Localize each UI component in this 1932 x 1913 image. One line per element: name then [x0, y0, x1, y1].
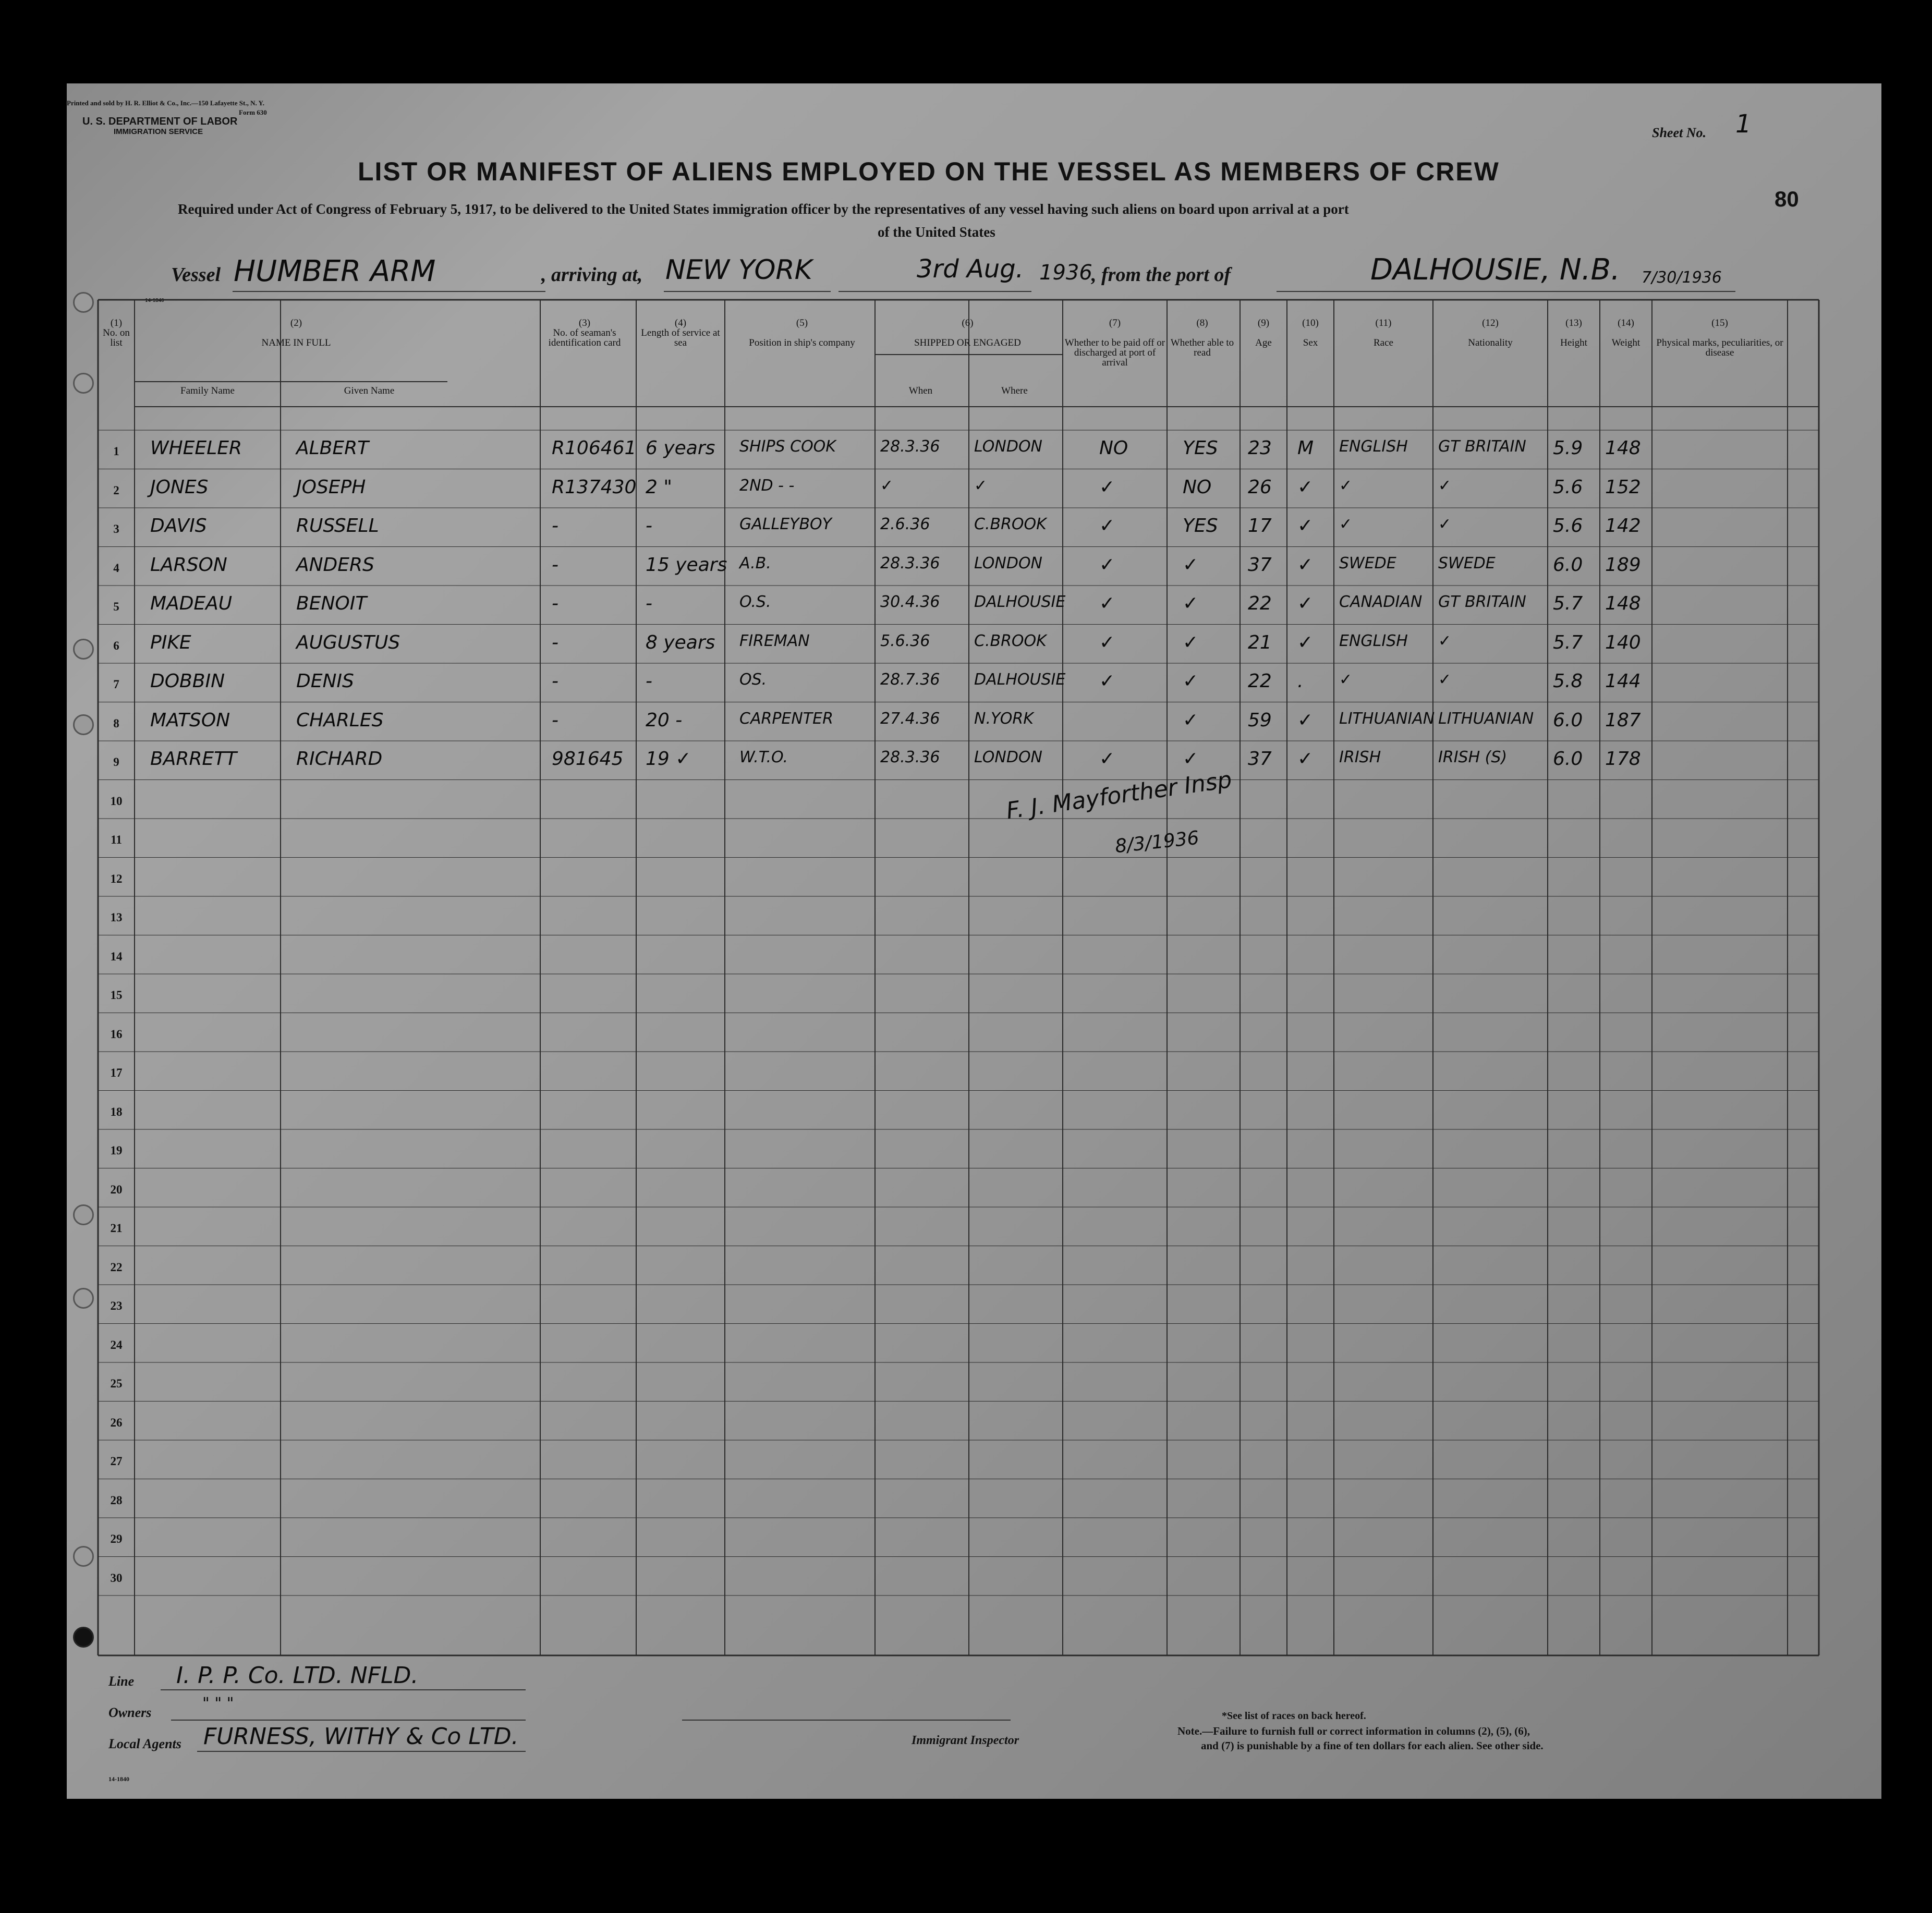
cell-family-name: MADEAU: [150, 593, 233, 614]
cell-age: 23: [1248, 437, 1272, 459]
note-line-2: and (7) is punishable by a fine of ten dollars for each alien. See other side.: [1201, 1739, 1544, 1752]
arrival-port: NEW YORK: [665, 254, 812, 286]
cell-height: 5.6: [1553, 515, 1583, 537]
cell-sex: ✓: [1297, 748, 1314, 770]
punch-hole: [73, 1546, 94, 1567]
cell-given-name: JOSEPH: [296, 476, 366, 498]
cell-family-name: BARRETT: [150, 748, 237, 770]
cell-position: OS.: [739, 671, 767, 689]
cell-nationality: ✓: [1438, 476, 1452, 495]
col-weight-header: (14) Weight: [1611, 318, 1641, 348]
races-note: *See list of races on back hereof.: [1222, 1710, 1366, 1722]
row-number: 12: [110, 872, 123, 885]
col-marks-header: (15) Physical marks, peculiarities, or disease: [1656, 318, 1783, 358]
col-family-name: Family Name: [180, 385, 235, 396]
cell-nationality: LITHUANIAN: [1438, 709, 1534, 728]
cell-service-length: 20 -: [646, 709, 683, 731]
cell-position: SHIPS COOK: [739, 437, 836, 456]
note-line-1: Note.—Failure to furnish full or correct information in columns (2), (5), (6),: [1177, 1725, 1530, 1737]
form-subtitle: Required under Act of Congress of February 5, 1917, to be delivered to the United States immigration officer by the representatives of any vessel having such aliens on board upon arrival at a port: [178, 201, 1349, 217]
cell-weight: 148: [1605, 437, 1641, 459]
cell-given-name: RUSSELL: [296, 515, 379, 537]
cell-shipped-when: 28.3.36: [880, 437, 940, 456]
cell-race: ENGLISH: [1339, 437, 1408, 456]
punch-hole: [73, 1288, 94, 1309]
cell-sex: ✓: [1297, 476, 1314, 498]
col-nationality-header: (12) Nationality: [1468, 318, 1513, 348]
cell-position: CARPENTER: [739, 709, 833, 728]
cell-height: 6.0: [1553, 748, 1583, 770]
cell-paid-off: ✓: [1099, 515, 1115, 537]
row-number: 25: [110, 1377, 123, 1390]
cell-paid-off: ✓: [1099, 748, 1115, 770]
col-service-header: (4) Length of service at sea: [641, 318, 720, 348]
row-number: 23: [110, 1299, 123, 1312]
row-number: 2: [113, 483, 119, 497]
punch-hole: [73, 1204, 94, 1225]
cell-shipped-where: ✓: [974, 476, 988, 495]
cell-service-length: 15 years: [646, 554, 727, 576]
col-race-header: (11) Race: [1374, 318, 1393, 348]
cell-nationality: SWEDE: [1438, 554, 1496, 572]
col-when: When: [908, 385, 933, 396]
row-number: 20: [110, 1183, 123, 1196]
department-label: U. S. DEPARTMENT OF LABOR: [82, 116, 238, 127]
cell-service-length: -: [646, 515, 652, 537]
footer-form-code: 14-1840: [108, 1775, 129, 1783]
cell-race: SWEDE: [1339, 554, 1396, 572]
agents-value: FURNESS, WITHY & Co LTD.: [203, 1723, 519, 1750]
cell-age: 21: [1248, 631, 1272, 653]
col-card-header: (3) No. of seaman's identification card: [548, 318, 621, 348]
cell-shipped-where: LONDON: [974, 437, 1043, 456]
cell-height: 5.9: [1553, 437, 1583, 459]
row-number: 8: [113, 716, 119, 730]
row-number: 27: [110, 1455, 123, 1468]
cell-shipped-when: 27.4.36: [880, 709, 940, 728]
line-label: Line: [108, 1674, 135, 1689]
cell-race: LITHUANIAN: [1339, 709, 1435, 728]
cell-paid-off: ✓: [1099, 476, 1115, 498]
cell-able-to-read: ✓: [1183, 748, 1199, 770]
row-number: 24: [110, 1338, 123, 1351]
cell-nationality: IRISH (S): [1438, 748, 1508, 766]
col-sex-header: (10) Sex: [1302, 318, 1319, 348]
punch-hole: [73, 373, 94, 394]
cell-age: 37: [1248, 748, 1272, 770]
cell-sex: M: [1297, 437, 1314, 459]
cell-position: GALLEYBOY: [739, 515, 832, 533]
cell-given-name: BENOIT: [296, 593, 367, 614]
row-number: 11: [111, 833, 122, 846]
form-number: Form 630: [239, 108, 267, 116]
cell-able-to-read: ✓: [1183, 709, 1199, 731]
cell-sex: ✓: [1297, 593, 1314, 614]
cell-paid-off: ✓: [1099, 554, 1115, 576]
row-number: 6: [113, 639, 119, 652]
cell-shipped-where: DALHOUSIE: [974, 671, 1066, 689]
cell-weight: 144: [1605, 671, 1641, 692]
row-number: 5: [113, 600, 119, 613]
sheet-number-value: 1: [1735, 109, 1752, 139]
cell-nationality: ✓: [1438, 631, 1452, 650]
cell-sex: .: [1297, 671, 1304, 692]
row-number: 9: [113, 756, 119, 769]
agents-label: Local Agents: [108, 1736, 181, 1751]
cell-paid-off: ✓: [1099, 631, 1115, 653]
cell-sex: ✓: [1297, 554, 1314, 576]
cell-card-number: -: [552, 554, 558, 576]
cell-shipped-where: DALHOUSIE: [974, 593, 1066, 611]
cell-given-name: AUGUSTUS: [296, 631, 400, 653]
cell-height: 5.7: [1553, 631, 1583, 653]
cell-nationality: ✓: [1438, 671, 1452, 689]
row-number: 30: [110, 1571, 123, 1585]
cell-family-name: DOBBIN: [150, 671, 225, 692]
printer-line: Printed and sold by H. R. Elliot & Co., Inc.—150 Lafayette St., N. Y.: [67, 99, 264, 107]
cell-position: 2ND - -: [739, 476, 795, 495]
cell-weight: 152: [1605, 476, 1641, 498]
cell-shipped-where: LONDON: [974, 748, 1043, 766]
cell-shipped-when: 28.7.36: [880, 671, 940, 689]
cell-given-name: ALBERT: [296, 437, 369, 459]
cell-position: A.B.: [739, 554, 771, 572]
row-number: 22: [110, 1260, 123, 1274]
cell-position: O.S.: [739, 593, 771, 611]
cell-card-number: -: [552, 515, 558, 537]
cell-able-to-read: ✓: [1183, 554, 1199, 576]
col-where: Where: [1001, 385, 1028, 396]
immigrant-inspector-label: Immigrant Inspector: [912, 1734, 1019, 1747]
punch-hole: [73, 1627, 94, 1648]
departure-port: DALHOUSIE, N.B.: [1370, 253, 1620, 287]
cell-paid-off: NO: [1099, 437, 1128, 459]
row-number: 10: [110, 794, 123, 808]
cell-shipped-where: N.YORK: [974, 709, 1034, 728]
cell-family-name: LARSON: [150, 554, 227, 576]
cell-race: ✓: [1339, 515, 1353, 533]
inspector-signature: F. J. Mayforther Insp: [1004, 766, 1234, 825]
from-port-label: , from the port of: [1091, 264, 1231, 286]
cell-shipped-where: LONDON: [974, 554, 1043, 572]
signature-date: 8/3/1936: [1114, 827, 1200, 858]
cell-service-length: 19 ✓: [646, 748, 691, 770]
row-number: 15: [110, 989, 123, 1002]
cell-race: ✓: [1339, 671, 1353, 689]
cell-height: 6.0: [1553, 709, 1583, 731]
arriving-label: , arriving at,: [541, 264, 643, 286]
cell-able-to-read: YES: [1183, 515, 1218, 537]
cell-age: 22: [1248, 671, 1272, 692]
cell-age: 22: [1248, 593, 1272, 614]
cell-weight: 187: [1605, 709, 1641, 731]
cell-position: W.T.O.: [739, 748, 788, 766]
col-shipped-header: (6) SHIPPED OR ENGAGED: [914, 318, 1021, 348]
col-read-header: (8) Whether able to read: [1170, 318, 1234, 358]
cell-card-number: -: [552, 593, 558, 614]
cell-paid-off: ✓: [1099, 671, 1115, 692]
cell-nationality: GT BRITAIN: [1438, 593, 1526, 611]
row-number: 3: [113, 522, 119, 535]
cell-able-to-read: ✓: [1183, 671, 1199, 692]
vessel-name: HUMBER ARM: [234, 254, 436, 288]
punch-hole: [73, 639, 94, 660]
service-label: IMMIGRATION SERVICE: [114, 127, 203, 136]
line-value: I. P. P. Co. LTD. NFLD.: [176, 1662, 419, 1689]
cell-able-to-read: NO: [1183, 476, 1212, 498]
row-number: 14: [110, 949, 123, 963]
cell-card-number: R137430: [552, 476, 637, 498]
cell-race: IRISH: [1339, 748, 1381, 766]
cell-service-length: -: [646, 593, 652, 614]
cell-age: 26: [1248, 476, 1272, 498]
cell-card-number: 981645: [552, 748, 624, 770]
row-number: 17: [110, 1066, 123, 1079]
cell-age: 37: [1248, 554, 1272, 576]
cell-height: 6.0: [1553, 554, 1583, 576]
cell-shipped-where: C.BROOK: [974, 631, 1047, 650]
row-number: 7: [113, 678, 119, 691]
col-position-header: (5) Position in ship's company: [749, 318, 855, 348]
row-number: 21: [110, 1222, 123, 1235]
arrival-year: 1936: [1039, 261, 1092, 285]
cell-card-number: -: [552, 631, 558, 653]
cell-sex: ✓: [1297, 515, 1314, 537]
cell-age: 59: [1248, 709, 1272, 731]
cell-card-number: -: [552, 671, 558, 692]
cell-given-name: ANDERS: [296, 554, 374, 576]
punch-hole: [73, 714, 94, 735]
cell-service-length: -: [646, 671, 652, 692]
cell-service-length: 8 years: [646, 631, 715, 653]
header-form-code: 14-1840: [145, 297, 164, 303]
row-number: 1: [113, 445, 119, 458]
cell-race: ✓: [1339, 476, 1353, 495]
cell-height: 5.6: [1553, 476, 1583, 498]
col-age-header: (9) Age: [1255, 318, 1272, 348]
row-number: 4: [113, 561, 119, 575]
cell-shipped-when: 5.6.36: [880, 631, 930, 650]
cell-service-length: 6 years: [646, 437, 715, 459]
col-no-header: (1) No. on list: [103, 318, 130, 348]
cell-race: ENGLISH: [1339, 631, 1408, 650]
cell-given-name: RICHARD: [296, 748, 383, 770]
cell-height: 5.8: [1553, 671, 1583, 692]
cell-given-name: DENIS: [296, 671, 354, 692]
form-subtitle-2: of the United States: [878, 224, 995, 240]
row-number: 16: [110, 1027, 123, 1041]
owners-value: " " ": [202, 1695, 234, 1713]
cell-height: 5.7: [1553, 593, 1583, 614]
corner-number: 80: [1775, 187, 1799, 211]
col-height-header: (13) Height: [1560, 318, 1587, 348]
cell-shipped-when: 28.3.36: [880, 748, 940, 766]
cell-shipped-when: 30.4.36: [880, 593, 940, 611]
cell-given-name: CHARLES: [296, 709, 384, 731]
cell-family-name: DAVIS: [150, 515, 207, 537]
cell-weight: 142: [1605, 515, 1641, 537]
cell-age: 17: [1248, 515, 1272, 537]
cell-family-name: JONES: [150, 476, 209, 498]
arrival-date: 3rd Aug.: [917, 254, 1024, 284]
row-number: 19: [110, 1144, 123, 1157]
cell-family-name: WHEELER: [150, 437, 242, 459]
manifest-sheet: [67, 83, 1881, 1799]
cell-card-number: R106461: [552, 437, 637, 459]
cell-card-number: -: [552, 709, 558, 731]
row-number: 29: [110, 1532, 123, 1545]
cell-family-name: PIKE: [150, 631, 191, 653]
col-given-name: Given Name: [344, 385, 395, 396]
cell-race: CANADIAN: [1339, 593, 1423, 611]
cell-nationality: ✓: [1438, 515, 1452, 533]
cell-position: FIREMAN: [739, 631, 810, 650]
cell-weight: 178: [1605, 748, 1641, 770]
cell-nationality: GT BRITAIN: [1438, 437, 1526, 456]
vessel-label: Vessel: [171, 264, 221, 286]
stamp-date: 7/30/1936: [1642, 269, 1722, 287]
cell-able-to-read: ✓: [1183, 631, 1199, 653]
cell-shipped-when: ✓: [880, 476, 894, 495]
col-paid-header: (7) Whether to be paid off or discharged at port of arrival: [1064, 318, 1165, 368]
sheet-number-label: Sheet No.: [1652, 125, 1706, 140]
cell-sex: ✓: [1297, 709, 1314, 731]
cell-able-to-read: ✓: [1183, 593, 1199, 614]
cell-weight: 189: [1605, 554, 1641, 576]
col-name-header: (2) NAME IN FULL: [261, 318, 331, 348]
cell-shipped-when: 2.6.36: [880, 515, 930, 533]
cell-weight: 140: [1605, 631, 1641, 653]
form-title: LIST OR MANIFEST OF ALIENS EMPLOYED ON THE VESSEL AS MEMBERS OF CREW: [358, 157, 1500, 186]
row-number: 13: [110, 911, 123, 924]
cell-shipped-where: C.BROOK: [974, 515, 1047, 533]
row-number: 26: [110, 1416, 123, 1429]
owners-label: Owners: [108, 1705, 152, 1720]
cell-sex: ✓: [1297, 631, 1314, 653]
cell-service-length: 2 ": [646, 476, 672, 498]
row-number: 28: [110, 1493, 123, 1507]
cell-shipped-when: 28.3.36: [880, 554, 940, 572]
cell-able-to-read: YES: [1183, 437, 1218, 459]
row-number: 18: [110, 1105, 123, 1118]
cell-weight: 148: [1605, 593, 1641, 614]
cell-family-name: MATSON: [150, 709, 230, 731]
cell-paid-off: ✓: [1099, 593, 1115, 614]
punch-hole: [73, 292, 94, 313]
